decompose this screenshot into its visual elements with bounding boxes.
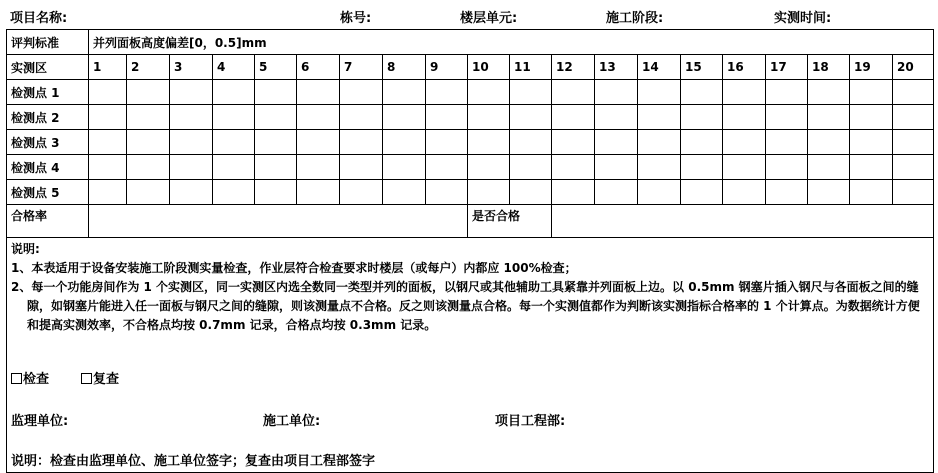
zone-header-2: 2 (127, 55, 170, 80)
measure-cell[interactable] (170, 180, 213, 205)
measure-cell[interactable] (297, 130, 340, 155)
measure-cell[interactable] (681, 105, 723, 130)
measure-cell[interactable] (510, 80, 552, 105)
measure-cell[interactable] (510, 155, 552, 180)
measure-cell[interactable] (426, 155, 468, 180)
measure-cell[interactable] (723, 155, 766, 180)
floor-unit-label: 楼层单元: (460, 11, 518, 26)
measure-cell[interactable] (681, 180, 723, 205)
measure-cell[interactable] (255, 80, 297, 105)
measure-cell[interactable] (383, 130, 426, 155)
table-row (7, 155, 934, 180)
zone-header-7: 7 (340, 55, 383, 80)
zone-header-3: 3 (170, 55, 213, 80)
criteria-label: 评判标准 (7, 30, 89, 55)
measure-cell[interactable] (595, 180, 638, 205)
measure-cell[interactable] (426, 105, 468, 130)
check-option[interactable] (11, 368, 49, 387)
measure-cell[interactable] (170, 130, 213, 155)
measure-cell[interactable] (510, 105, 552, 130)
measure-cell[interactable] (255, 105, 297, 130)
measure-cell[interactable] (426, 130, 468, 155)
measure-cell[interactable] (681, 130, 723, 155)
row-label: 检测点 5 (7, 180, 89, 205)
measure-cell[interactable] (89, 130, 127, 155)
measure-cell[interactable] (340, 130, 383, 155)
measure-cell[interactable] (808, 155, 850, 180)
measure-cell[interactable] (255, 155, 297, 180)
measure-cell[interactable] (638, 80, 681, 105)
measure-cell[interactable] (510, 180, 552, 205)
measure-cell[interactable] (468, 105, 510, 130)
notes-item-2: 2、每一个功能房间作为 1 个实测区，同一实测区内选全数同一类型并列的面板，以钢尺或其他辅助工具紧靠并列面板上边。以 0.5mm 钢塞片插入钢尺与各面板之间的缝隙，如钢塞片能进入任一面板与钢尺之间的缝隙，则该测量点不合格。反之则该测量点合格。每一个实测值都作为判断该实测指标合格率的 1 个计算点。为数据统计方便和提高实测效率，不合格点均按 0.7mm 记录，合格点均按 0.3mm 记录。 (11, 280, 920, 332)
measure-cell[interactable] (213, 130, 255, 155)
measure-cell[interactable] (89, 155, 127, 180)
measure-cell[interactable] (468, 80, 510, 105)
measure-cell[interactable] (595, 130, 638, 155)
building-no-label: 栋号: (340, 11, 372, 26)
pass-row (7, 205, 934, 238)
measure-cell[interactable] (850, 80, 893, 105)
zone-header-5: 5 (255, 55, 297, 80)
zone-header-row (7, 55, 934, 80)
measure-cell[interactable] (127, 80, 170, 105)
table-row (7, 105, 934, 130)
row-label: 检测点 3 (7, 130, 89, 155)
measure-cell[interactable] (383, 180, 426, 205)
measure-cell[interactable] (808, 105, 850, 130)
measure-cell[interactable] (255, 130, 297, 155)
measure-cell[interactable] (766, 155, 808, 180)
measure-cell[interactable] (766, 180, 808, 205)
measure-cell[interactable] (213, 80, 255, 105)
measure-cell[interactable] (468, 155, 510, 180)
measure-cell[interactable] (383, 80, 426, 105)
zone-header-9: 9 (426, 55, 468, 80)
notes-title: 说明: (11, 242, 40, 256)
table-row (7, 180, 934, 205)
measure-time-label: 实测时间: (774, 11, 832, 26)
recheck-option[interactable] (81, 368, 119, 387)
measure-cell[interactable] (766, 105, 808, 130)
zone-header-17: 17 (766, 55, 808, 80)
measure-cell[interactable] (723, 80, 766, 105)
measure-cell[interactable] (89, 105, 127, 130)
measure-cell[interactable] (766, 80, 808, 105)
measure-cell[interactable] (89, 180, 127, 205)
project-dept-label: 项目工程部: (495, 414, 566, 429)
measure-cell[interactable] (893, 105, 934, 130)
measure-cell[interactable] (383, 105, 426, 130)
measure-cell[interactable] (426, 180, 468, 205)
recheck-label: 复查 (93, 372, 120, 387)
zone-header-8: 8 (383, 55, 426, 80)
zone-header-19: 19 (850, 55, 893, 80)
row-label: 检测点 2 (7, 105, 89, 130)
measure-cell[interactable] (127, 155, 170, 180)
zone-header-10: 10 (468, 55, 510, 80)
measure-cell[interactable] (638, 155, 681, 180)
measure-cell[interactable] (297, 80, 340, 105)
measure-cell[interactable] (213, 105, 255, 130)
measure-cell[interactable] (893, 180, 934, 205)
measure-cell[interactable] (723, 105, 766, 130)
measure-cell[interactable] (127, 180, 170, 205)
measure-cell[interactable] (510, 130, 552, 155)
pass-rate-label: 合格率 (7, 205, 89, 238)
measure-cell[interactable] (595, 105, 638, 130)
measure-cell[interactable] (213, 155, 255, 180)
zone-header-18: 18 (808, 55, 850, 80)
measure-cell[interactable] (213, 180, 255, 205)
measure-cell[interactable] (850, 180, 893, 205)
measure-cell[interactable] (552, 130, 595, 155)
measure-cell[interactable] (340, 80, 383, 105)
measure-cell[interactable] (893, 130, 934, 155)
measure-cell[interactable] (297, 180, 340, 205)
zone-header-13: 13 (595, 55, 638, 80)
measure-cell[interactable] (808, 80, 850, 105)
notes-cell (7, 238, 934, 473)
measure-cell[interactable] (681, 155, 723, 180)
measure-cell[interactable] (893, 155, 934, 180)
measure-cell[interactable] (638, 130, 681, 155)
construction-unit-label: 施工单位: (263, 414, 321, 429)
project-name-label: 项目名称: (10, 11, 68, 26)
measure-cell[interactable] (552, 80, 595, 105)
sign-note: 说明：检查由监理单位、施工单位签字；复查由项目工程部签字 (11, 454, 376, 469)
measure-cell[interactable] (595, 155, 638, 180)
measure-cell[interactable] (383, 155, 426, 180)
measure-cell[interactable] (808, 130, 850, 155)
check-label: 检查 (23, 372, 50, 387)
measure-cell[interactable] (255, 180, 297, 205)
measure-cell[interactable] (170, 155, 213, 180)
zone-header-6: 6 (297, 55, 340, 80)
zone-header-4: 4 (213, 55, 255, 80)
measure-cell[interactable] (340, 180, 383, 205)
check-checkbox[interactable] (11, 373, 22, 384)
measure-cell[interactable] (552, 155, 595, 180)
recheck-checkbox[interactable] (81, 373, 92, 384)
measure-cell[interactable] (89, 80, 127, 105)
notes-row (7, 238, 934, 473)
table-row (7, 80, 934, 105)
measure-cell[interactable] (170, 105, 213, 130)
criteria-value: 并列面板高度偏差[0，0.5]mm (89, 30, 934, 55)
measure-cell[interactable] (552, 105, 595, 130)
measure-cell[interactable] (426, 80, 468, 105)
measure-cell[interactable] (808, 180, 850, 205)
construction-stage-label: 施工阶段: (606, 11, 664, 26)
supervision-unit-label: 监理单位: (11, 414, 69, 429)
zone-header-12: 12 (552, 55, 595, 80)
measurement-table (6, 29, 934, 473)
measure-cell[interactable] (638, 105, 681, 130)
measure-cell[interactable] (595, 80, 638, 105)
measure-cell[interactable] (170, 80, 213, 105)
zone-header-1: 1 (89, 55, 127, 80)
measure-cell[interactable] (468, 130, 510, 155)
measure-cell[interactable] (850, 155, 893, 180)
qualified-value[interactable] (552, 205, 934, 238)
area-label: 实测区 (7, 55, 89, 80)
measure-cell[interactable] (468, 180, 510, 205)
measure-cell[interactable] (127, 105, 170, 130)
pass-rate-value[interactable] (89, 205, 468, 238)
zone-header-15: 15 (681, 55, 723, 80)
row-label: 检测点 4 (7, 155, 89, 180)
measure-cell[interactable] (297, 155, 340, 180)
measure-cell[interactable] (723, 180, 766, 205)
zone-header-16: 16 (723, 55, 766, 80)
measure-cell[interactable] (766, 130, 808, 155)
measure-cell[interactable] (850, 105, 893, 130)
measure-cell[interactable] (297, 105, 340, 130)
measure-cell[interactable] (681, 80, 723, 105)
form-header (0, 0, 938, 30)
measure-cell[interactable] (340, 155, 383, 180)
row-label: 检测点 1 (7, 80, 89, 105)
measure-cell[interactable] (893, 80, 934, 105)
zone-header-20: 20 (893, 55, 934, 80)
measure-cell[interactable] (723, 130, 766, 155)
measure-cell[interactable] (850, 130, 893, 155)
measure-cell[interactable] (340, 105, 383, 130)
grid-body (7, 80, 934, 205)
zone-header-14: 14 (638, 55, 681, 80)
qualified-label: 是否合格 (468, 205, 552, 238)
measure-cell[interactable] (638, 180, 681, 205)
zone-header-11: 11 (510, 55, 552, 80)
table-row (7, 130, 934, 155)
notes-item-1: 1、本表适用于设备安装施工阶段测实量检查，作业层符合检查要求时楼层（或每户）内都应 100%检查； (11, 261, 577, 275)
measure-cell[interactable] (552, 180, 595, 205)
measure-cell[interactable] (127, 130, 170, 155)
criteria-row (7, 30, 934, 55)
